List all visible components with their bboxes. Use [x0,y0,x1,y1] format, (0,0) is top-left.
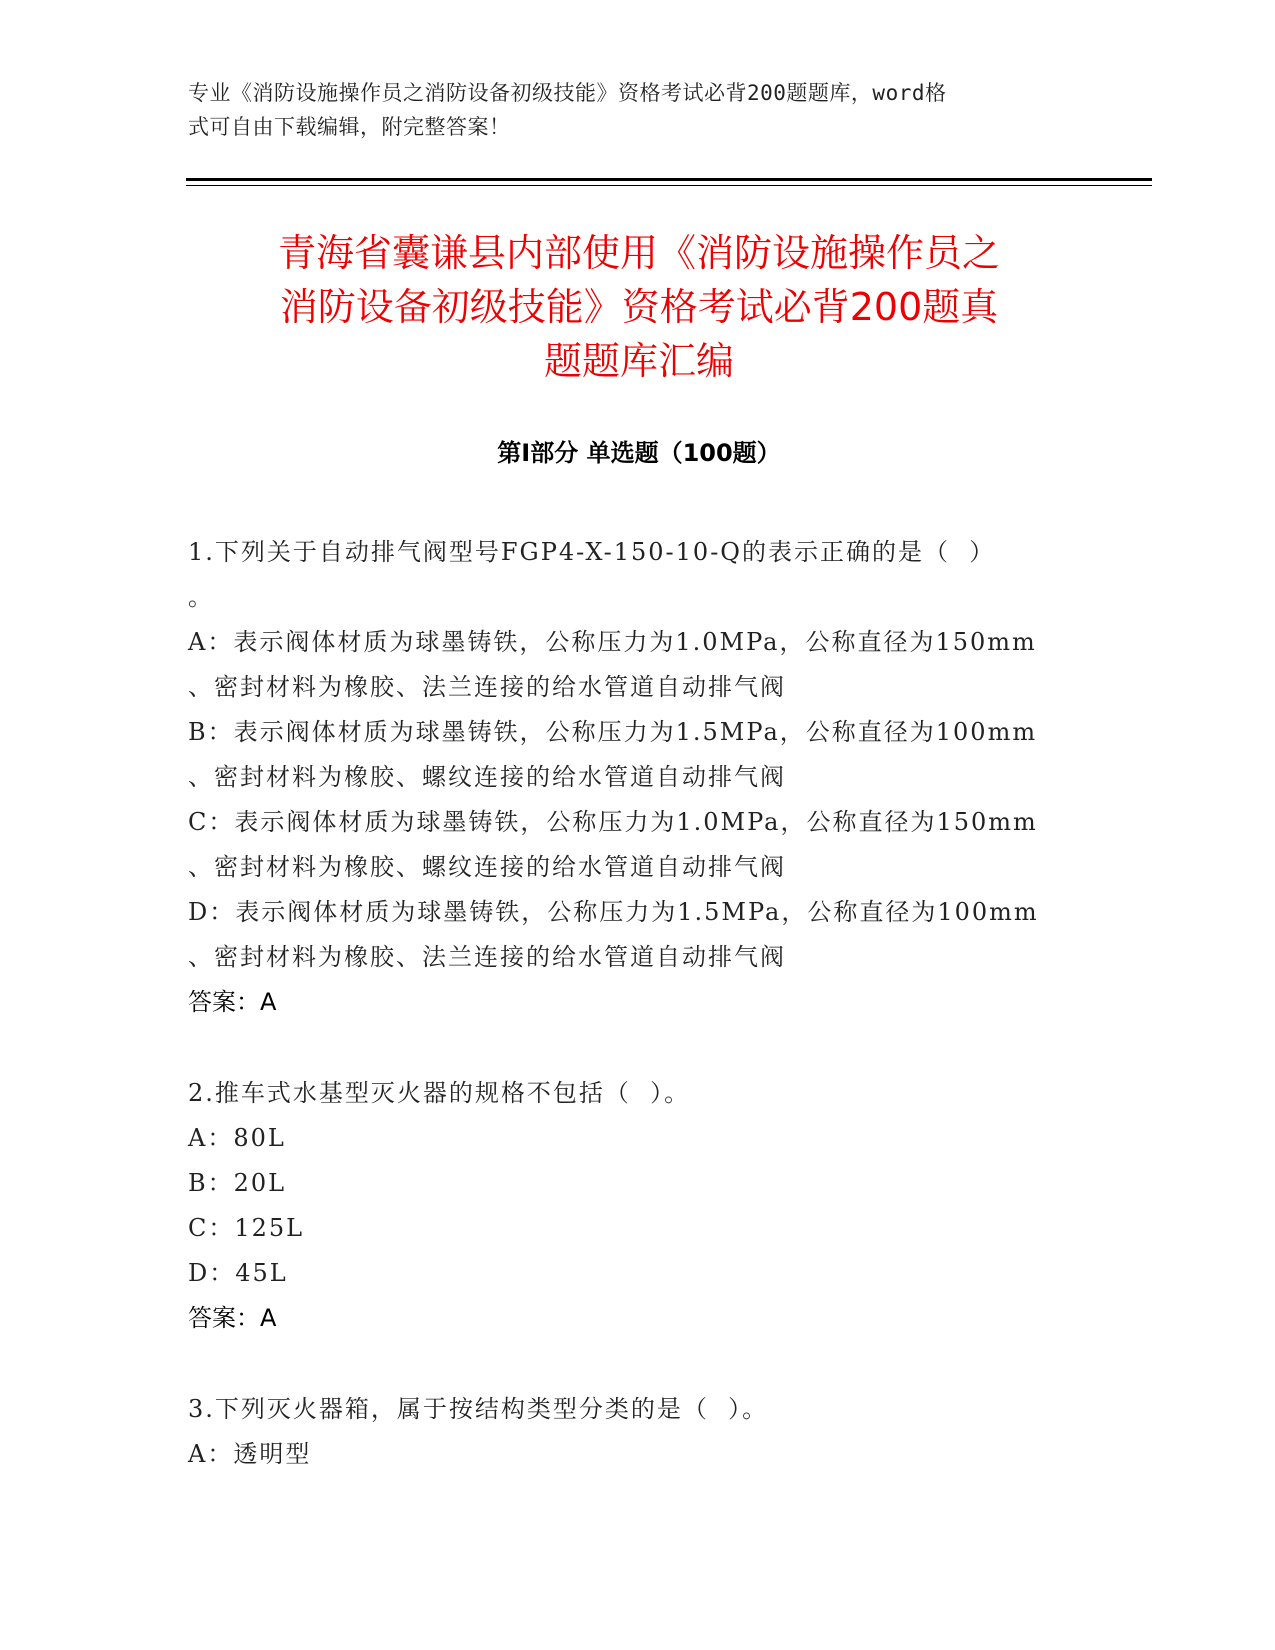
question-1 [188,530,1088,1025]
question-stem-continued: 。 [188,583,214,611]
question-stem: 1.下列关于自动排气阀型号FGP4-X-150-10-Q的表示正确的是（ ） [188,538,996,566]
question-list [188,530,1088,1523]
document-title [186,226,1092,388]
header-divider-thin [186,185,1152,186]
section-heading: 第Ⅰ部分 单选题（100题） [497,439,781,467]
answer: 答案：A [188,988,277,1016]
option-c: C：125L [188,1214,305,1242]
option-d: D：45L [188,1259,288,1287]
option-d-continued: 、密封材料为橡胶、法兰连接的给水管道自动排气阀 [188,943,786,971]
option-c: C：表示阀体材质为球墨铸铁，公称压力为1.0MPa，公称直径为150mm [188,808,1038,836]
document-title-line1: 青海省囊谦县内部使用《消防设施操作员之 [277,231,1000,275]
question-stem: 3.下列灭火器箱，属于按结构类型分类的是（ ）。 [188,1395,769,1423]
question-stem: 2.推车式水基型灭火器的规格不包括（ ）。 [188,1079,691,1107]
question-3 [188,1387,1088,1477]
option-b-continued: 、密封材料为橡胶、螺纹连接的给水管道自动排气阀 [188,763,786,791]
option-c-continued: 、密封材料为橡胶、螺纹连接的给水管道自动排气阀 [188,853,786,881]
option-b: B：表示阀体材质为球墨铸铁，公称压力为1.5MPa，公称直径为100mm [188,718,1038,746]
question-2 [188,1071,1088,1341]
header-note-line2: 式可自由下载编辑，附完整答案！ [188,115,511,139]
option-a: A：透明型 [188,1440,312,1468]
option-a-continued: 、密封材料为橡胶、法兰连接的给水管道自动排气阀 [188,673,786,701]
option-b: B：20L [188,1169,287,1197]
header-note [188,76,1068,144]
option-d: D：表示阀体材质为球墨铸铁，公称压力为1.5MPa，公称直径为100mm [188,898,1039,926]
document-title-line3: 题题库汇编 [543,339,734,383]
header-note-line1: 专业《消防设施操作员之消防设备初级技能》资格考试必背200题题库，word格 [188,81,947,105]
document-title-line2: 消防设备初级技能》资格考试必背200题真 [279,285,999,329]
answer: 答案：A [188,1304,277,1332]
header-divider-thick [186,178,1152,181]
option-a: A：表示阀体材质为球墨铸铁，公称压力为1.0MPa，公称直径为150mm [188,628,1037,656]
option-a: A：80L [188,1124,286,1152]
